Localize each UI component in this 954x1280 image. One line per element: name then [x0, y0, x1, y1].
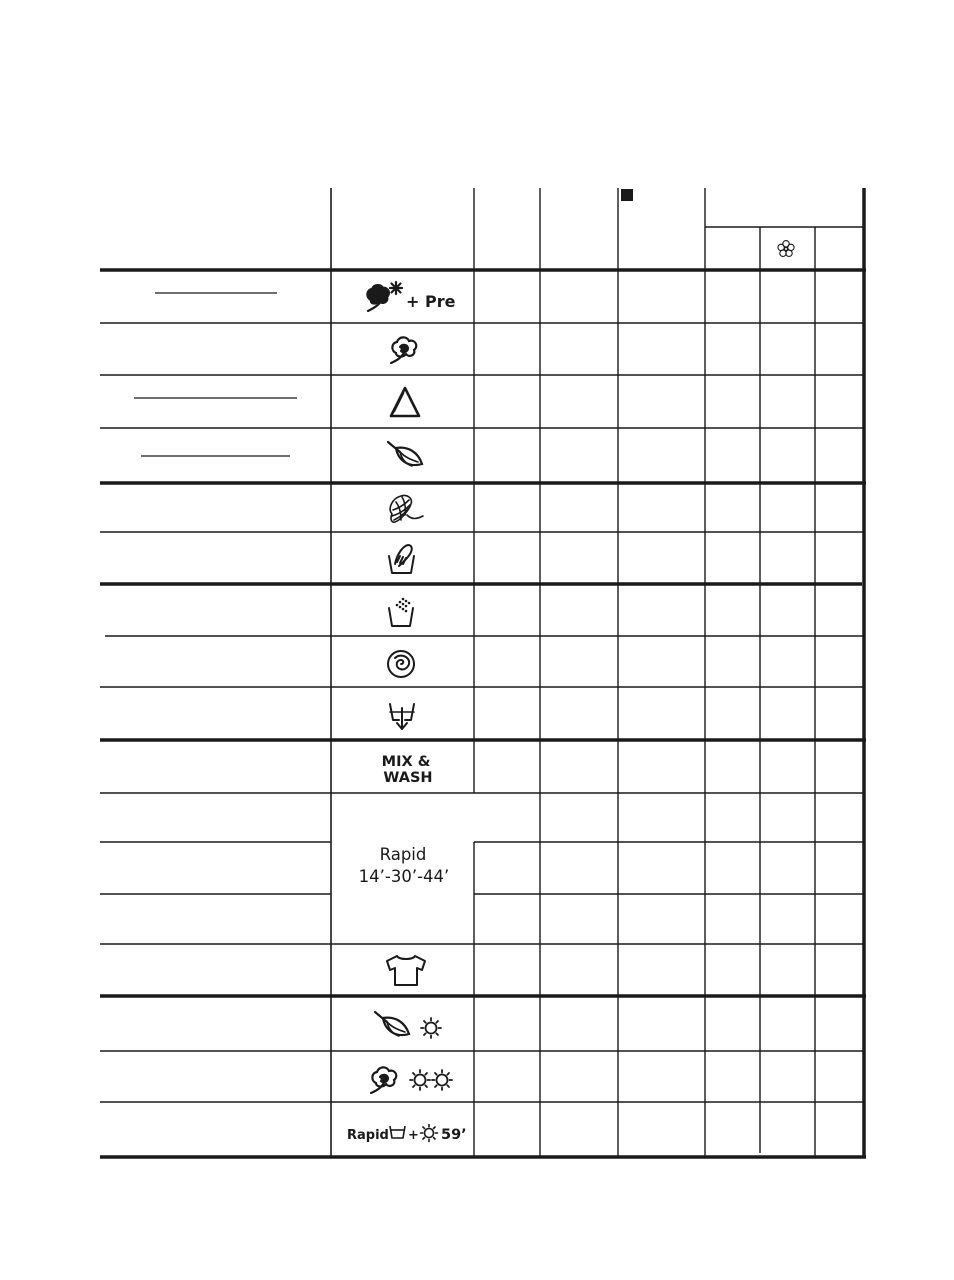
wash-tub-icon — [390, 1126, 405, 1138]
rapid-small-text: Rapid — [347, 1128, 389, 1143]
mix-text: MIX & — [381, 754, 431, 770]
cotton-icon — [391, 337, 416, 363]
rapid-label: Rapid — [379, 845, 427, 864]
rapid-durations: 14’-30’-44’ — [358, 867, 450, 886]
rapid-text — [359, 845, 450, 886]
spin-icon — [388, 651, 414, 677]
duration-text: 59’ — [441, 1127, 467, 1143]
sun-icon — [410, 1070, 430, 1090]
sun-icon — [432, 1070, 452, 1090]
rapid-wash-dry-icon — [347, 1125, 467, 1144]
wash-text: WASH — [383, 770, 433, 786]
cotton-dry-icon — [371, 1067, 452, 1093]
wool-icon — [390, 495, 423, 522]
handwash-icon — [389, 545, 414, 573]
feather-icon — [388, 442, 422, 466]
flower-icon — [778, 241, 794, 257]
triangle-icon — [391, 388, 419, 416]
drain-icon — [390, 704, 414, 729]
prewash-text: + Pre — [406, 292, 456, 311]
cotton-prewash-icon — [367, 282, 455, 311]
feather-dry-icon — [375, 1012, 441, 1038]
mix-wash-text — [382, 754, 433, 786]
plus-text: + — [408, 1128, 419, 1143]
rinse-icon — [389, 598, 413, 626]
sun-icon — [421, 1018, 441, 1038]
table-grid — [100, 188, 866, 1158]
black-square-icon — [621, 189, 633, 201]
sun-icon — [421, 1125, 438, 1142]
tshirt-icon — [387, 956, 425, 985]
